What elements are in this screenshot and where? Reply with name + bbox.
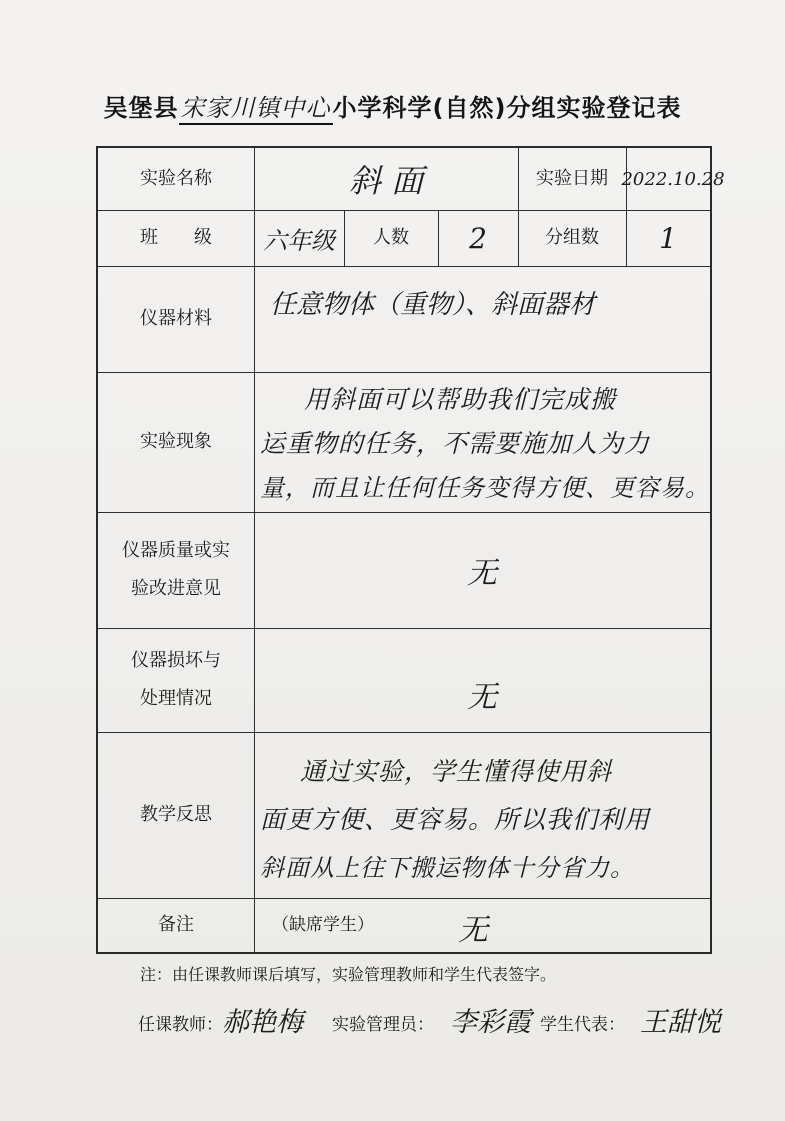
label-phenomenon: 实验现象 xyxy=(140,431,212,452)
form-title xyxy=(0,88,785,125)
footer-note: 注：由任课教师课后填写，实验管理教师和学生代表签字。 xyxy=(140,965,557,984)
value-experiment-date: 2022.10.28 xyxy=(621,168,725,190)
value-remarks: 无 xyxy=(458,913,488,948)
value-people-count: 2 xyxy=(469,221,487,255)
phenomenon-line: 量，而且让任何任务变得方便、更容易。 xyxy=(260,474,710,502)
value-class: 六年级 xyxy=(263,226,335,255)
label-damage xyxy=(98,628,254,732)
title-school-handwritten: 宋家川镇中心 xyxy=(179,88,333,125)
reflection-line: 斜面从上往下搬运物体十分省力。 xyxy=(260,854,635,882)
reflection-line: 面更方便、更容易。所以我们利用 xyxy=(260,805,651,834)
manager-label: 实验管理员： xyxy=(332,1015,434,1035)
phenomenon-line: 运重物的任务，不需要施加人为力 xyxy=(260,429,651,458)
student-signature: 王甜悦 xyxy=(640,1007,721,1038)
label-experiment-date: 实验日期 xyxy=(536,168,608,189)
signature-row xyxy=(138,1000,778,1040)
value-quality-feedback: 无 xyxy=(467,556,497,591)
phenomenon-line: 用斜面可以帮助我们完成搬 xyxy=(304,385,617,414)
value-phenomenon xyxy=(260,378,710,510)
label-line: 验改进意见 xyxy=(131,578,221,599)
label-line: 处理情况 xyxy=(140,688,212,709)
registration-form-table xyxy=(96,146,725,954)
teacher-signature: 郝艳梅 xyxy=(222,1007,303,1038)
label-group-count: 分组数 xyxy=(545,227,599,248)
title-suffix: 小学科学(自然)分组实验登记表 xyxy=(332,94,682,122)
reflection-line: 通过实验，学生懂得使用斜 xyxy=(300,757,613,786)
label-people-count: 人数 xyxy=(373,227,409,248)
label-materials: 仪器材料 xyxy=(140,308,212,329)
label-remarks: 备注 xyxy=(158,914,194,935)
value-damage: 无 xyxy=(467,680,497,715)
value-materials: 任意物体（重物）、斜面器材 xyxy=(270,290,596,320)
label-experiment-name: 实验名称 xyxy=(140,168,212,189)
value-reflection xyxy=(260,748,706,892)
label-absent-students: （缺席学生） xyxy=(272,915,374,935)
label-class: 班 级 xyxy=(140,227,212,248)
manager-signature: 李彩霞 xyxy=(450,1007,531,1038)
label-line: 仪器质量或实 xyxy=(122,540,230,561)
value-experiment-name: 斜 面 xyxy=(348,162,424,200)
teacher-label: 任课教师： xyxy=(138,1015,223,1035)
label-quality-feedback xyxy=(98,512,254,628)
label-reflection: 教学反思 xyxy=(140,804,212,825)
label-line: 仪器损坏与 xyxy=(131,650,221,671)
title-prefix: 吴堡县 xyxy=(103,94,179,122)
value-group-count: 1 xyxy=(659,221,677,255)
student-label: 学生代表： xyxy=(540,1015,625,1035)
